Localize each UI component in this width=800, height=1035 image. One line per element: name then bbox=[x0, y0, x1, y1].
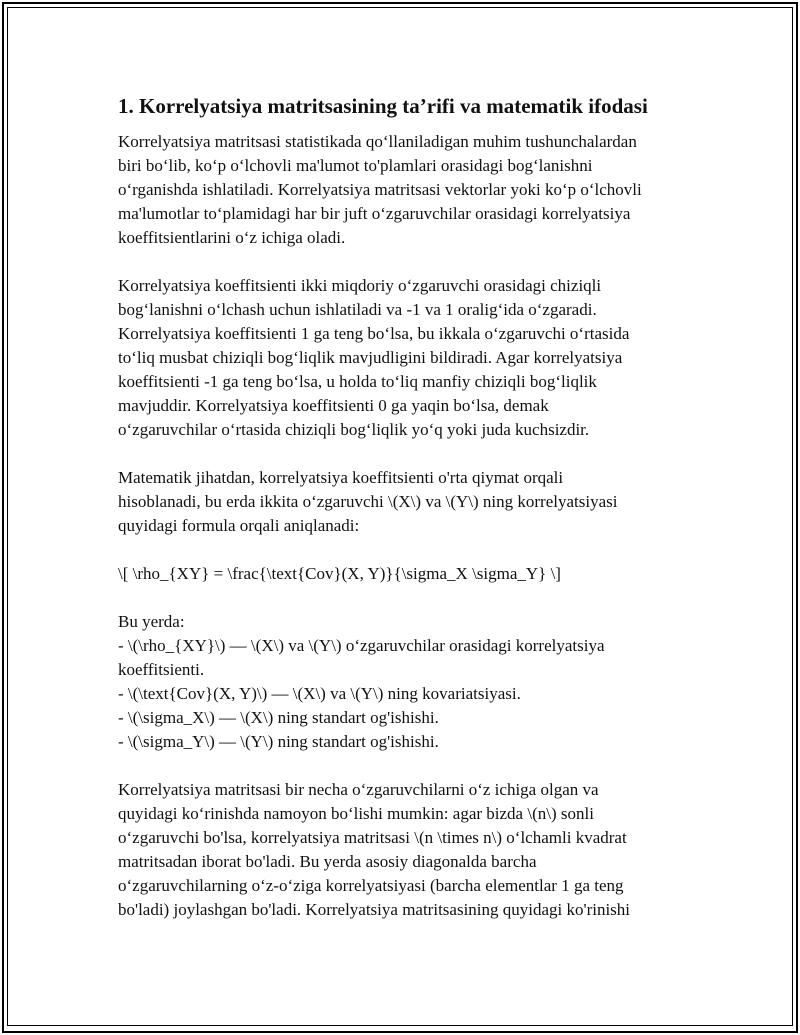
text-line: matritsadan iborat bo'ladi. Bu yerda asosiy diagonalda barcha bbox=[118, 852, 537, 871]
text-line: bog‘lanishni o‘lchash uchun ishlatiladi va -1 va 1 oralig‘ida o‘zgaradi. bbox=[118, 300, 597, 319]
text-line: - \(\sigma_Y\) — \(Y\) ning standart og'ishishi. bbox=[118, 732, 439, 751]
text-line: quyidagi formula orqali aniqlanadi: bbox=[118, 516, 360, 535]
text-line: Matematik jihatdan, korrelyatsiya koeffitsienti o'rta qiymat orqali bbox=[118, 468, 564, 487]
text-line: ma'lumotlar to‘plamidagi har bir juft o‘zgaruvchilar orasidagi korrelyatsiya bbox=[118, 204, 631, 223]
text-line: Korrelyatsiya matritsasi statistikada qo‘llaniladigan muhim tushunchalardan bbox=[118, 132, 637, 151]
text-line: o‘rganishda ishlatiladi. Korrelyatsiya matritsasi vektorlar yoki ko‘p o‘lchovli bbox=[118, 180, 642, 199]
text-line: koeffitsienti. bbox=[118, 660, 205, 679]
paragraph bbox=[118, 610, 698, 754]
text-line: Bu yerda: bbox=[118, 612, 185, 631]
paragraph bbox=[118, 562, 698, 586]
text-line: Korrelyatsiya koeffitsienti 1 ga teng bo‘lsa, bu ikkala o‘zgaruvchi o‘rtasida bbox=[118, 324, 630, 343]
paragraph bbox=[118, 274, 698, 442]
text-line: - \(\sigma_X\) — \(X\) ning standart og'ishishi. bbox=[118, 708, 439, 727]
text-line: - \(\rho_{XY}\) — \(X\) va \(Y\) o‘zgaruvchilar orasidagi korrelyatsiya bbox=[118, 636, 605, 655]
text-line: koeffitsientlarini o‘z ichiga oladi. bbox=[118, 228, 346, 247]
text-line: mavjuddir. Korrelyatsiya koeffitsienti 0 ga yaqin bo‘lsa, demak bbox=[118, 396, 549, 415]
document-body bbox=[118, 92, 698, 946]
text-line: bo'ladi) joylashgan bo'ladi. Korrelyatsiya matritsasining quyidagi ko'rinishi bbox=[118, 900, 631, 919]
text-line: hisoblanadi, bu erda ikkita o‘zgaruvchi \(X\) va \(Y\) ning korrelyatsiyasi bbox=[118, 492, 618, 511]
text-line: o‘zgaruvchilar o‘rtasida chiziqli bog‘liqlik yo‘q yoki juda kuchsizdir. bbox=[118, 420, 590, 439]
text-line: Korrelyatsiya koeffitsienti ikki miqdoriy o‘zgaruvchi orasidagi chiziqli bbox=[118, 276, 602, 295]
paragraph bbox=[118, 130, 698, 250]
text-line: koeffitsienti -1 ga teng bo‘lsa, u holda to‘liq manfiy chiziqli bog‘liqlik bbox=[118, 372, 597, 391]
text-line: o‘zgaruvchilarning o‘z-o‘ziga korrelyatsiyasi (barcha elementlar 1 ga teng bbox=[118, 876, 624, 895]
text-line: biri bo‘lib, ko‘p o‘lchovli ma'lumot to'plamlari orasidagi bog‘lanishni bbox=[118, 156, 593, 175]
text-line: to‘liq musbat chiziqli bog‘liqlik mavjudligini bildiradi. Agar korrelyatsiya bbox=[118, 348, 623, 367]
text-line: quyidagi ko‘rinishda namoyon bo‘lishi mumkin: agar bizda \(n\) sonli bbox=[118, 804, 594, 823]
paragraph bbox=[118, 778, 698, 922]
text-line: - \(\text{Cov}(X, Y)\) — \(X\) va \(Y\) ning kovariatsiyasi. bbox=[118, 684, 521, 703]
section-heading: 1. Korrelyatsiya matritsasining ta’rifi va matematik ifodasi bbox=[118, 94, 648, 118]
paragraph-list bbox=[118, 130, 698, 922]
text-line: \[ \rho_{XY} = \frac{\text{Cov}(X, Y)}{\sigma_X \sigma_Y} \] bbox=[118, 564, 561, 583]
text-line: o‘zgaruvchi bo'lsa, korrelyatsiya matritsasi \(n \times n\) o‘lchamli kvadrat bbox=[118, 828, 627, 847]
paragraph bbox=[118, 466, 698, 538]
text-line: Korrelyatsiya matritsasi bir necha o‘zgaruvchilarni o‘z ichiga olgan va bbox=[118, 780, 599, 799]
